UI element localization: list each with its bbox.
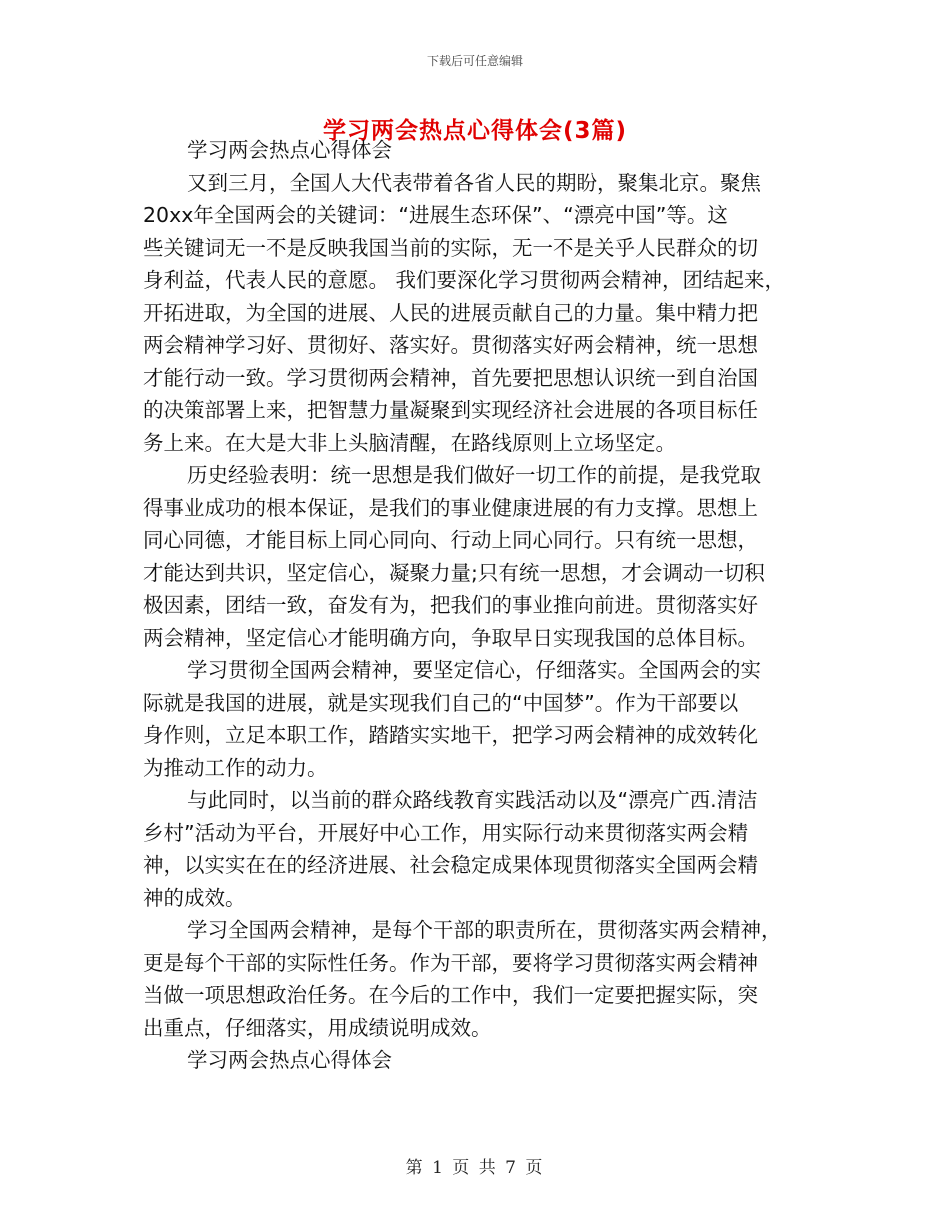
text-line: 学习两会热点心得体会 — [187, 1048, 392, 1072]
text-line: 学习全国两会精神，是每个干部的职责所在，贯彻落实两会精神， — [187, 918, 782, 942]
text-line: 才能行动一致。学习贯彻两会精神，首先要把思想认识统一到自治国 — [143, 365, 758, 390]
text-line: 同心同德，才能目标上同心同向、行动上同心同行。只有统一思想， — [143, 528, 758, 552]
text-line: 与此同时，以当前的群众路线教育实践活动以及“漂亮广西.清洁 — [187, 788, 758, 812]
text-line: 学习贯彻全国两会精神，要坚定信心，仔细落实。全国两会的实 — [187, 658, 761, 682]
text-line: 神，以实实在在的经济进展、社会稳定成果体现贯彻落实全国两会精 — [143, 853, 758, 877]
text-line: 又到三月，全国人大代表带着各省人民的期盼，聚集北京。聚焦 — [187, 170, 761, 195]
text-line: 务上来。在大是大非上头脑清醒，在路线原则上立场坚定。 — [143, 430, 676, 455]
text-line: 乡村”活动为平台，开展好中心工作，用实际行动来贯彻落实两会精 — [143, 820, 749, 845]
text-line: 为推动工作的动力。 — [143, 755, 328, 780]
text-line: 历史经验表明：统一思想是我们做好一切工作的前提，是我党取 — [187, 463, 761, 487]
text-line: 些关键词无一不是反映我国当前的实际，无一不是关乎人民群众的切 — [143, 235, 758, 260]
text-line: 才能达到共识，坚定信心，凝聚力量;只有统一思想，才会调动一切积 — [143, 560, 765, 585]
text-line: 身利益，代表人民的意愿。 我们要深化学习贯彻两会精神，团结起来， — [143, 268, 786, 292]
text-line: 学习两会热点心得体会 — [187, 138, 392, 162]
text-line: 际就是我国的进展，就是实现我们自己的“中国梦”。作为干部要以 — [143, 690, 739, 715]
text-line: 得事业成功的根本保证，是我们的事业健康进展的有力支撑。思想上 — [143, 495, 758, 520]
text-line: 更是每个干部的实际性任务。作为干部，要将学习贯彻落实两会精神 — [143, 950, 758, 975]
page-footer: 第 1 页 共 7 页 — [405, 1158, 545, 1178]
text-line: 两会精神，坚定信心才能明确方向，争取早日实现我国的总体目标。 — [143, 625, 758, 650]
text-line: 出重点，仔细落实，用成绩说明成效。 — [143, 1015, 492, 1040]
text-line: 两会精神学习好、贯彻好、落实好。贯彻落实好两会精神，统一思想 — [143, 333, 758, 357]
text-line: 当做一项思想政治任务。在今后的工作中，我们一定要把握实际，突 — [143, 983, 758, 1007]
text-line: 20xx年全国两会的关键词：“进展生态环保”、“漂亮中国”等。这 — [143, 203, 728, 227]
text-line: 开拓进取，为全国的进展、人民的进展贡献自己的力量。集中精力把 — [143, 300, 758, 325]
document-body — [143, 134, 809, 1077]
document-title: 学习两会热点心得体会(3篇) — [322, 118, 628, 144]
page-header: 下载后可任意编辑 — [426, 54, 523, 68]
text-line: 极因素，团结一致，奋发有为，把我们的事业推向前进。贯彻落实好 — [143, 593, 758, 617]
text-line: 身作则，立足本职工作，踏踏实实地干，把学习两会精神的成效转化 — [143, 723, 758, 747]
text-line: 的决策部署上来，把智慧力量凝聚到实现经济社会进展的各项目标任 — [143, 398, 758, 422]
text-line: 神的成效。 — [143, 885, 246, 910]
